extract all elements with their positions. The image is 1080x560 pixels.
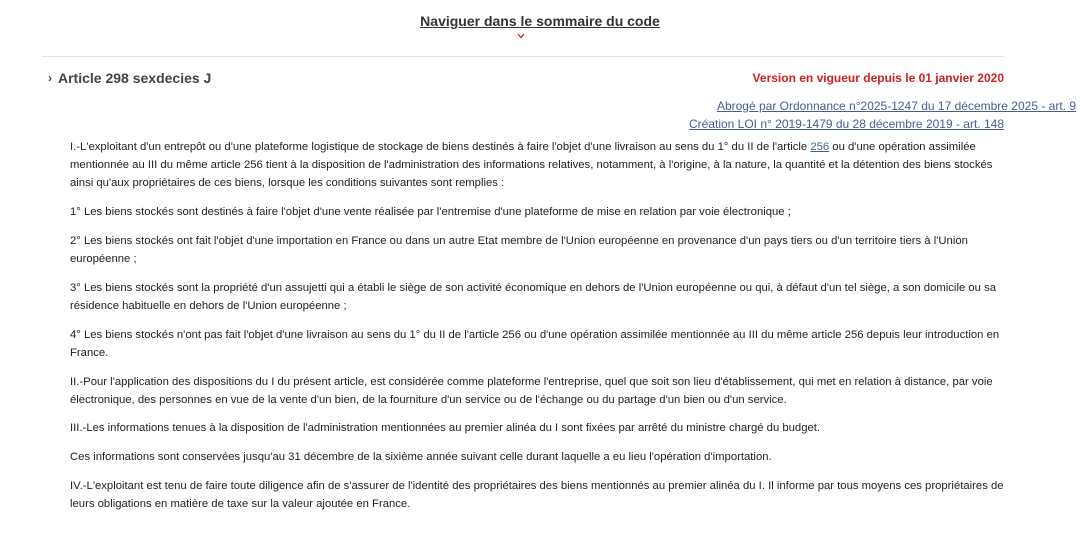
article-header xyxy=(48,70,1004,90)
chevron-right-icon: › xyxy=(48,71,52,85)
version-status: Version en vigueur depuis le 01 janvier 2020 xyxy=(752,71,1004,85)
article-title: Article 298 sexdecies J xyxy=(58,70,212,86)
paragraph: 2° Les biens stockés ont fait l'objet d'une importation en France ou dans un autre Etat membre de l'Union européenne en provenance d'un pays tiers ou d'un territoire tiers à l'Union européenne ; xyxy=(70,234,968,266)
paragraph: 3° Les biens stockés sont la propriété d'un assujetti qui a établi le siège de son activité économique en dehors de l'Union européenne ou qui, à défaut d'un tel siège, a son domicile ou sa résidence habituelle en dehors de l'Union européenne ; xyxy=(70,281,997,312)
paragraph: IV.-L'exploitant est tenu de faire toute diligence afin de s'assurer de l'identité des propriétaires des biens mentionnés au premier alinéa du I. Il informe par tous moyens ces propriétaires de leurs obligations en matière de taxe sur la valeur ajoutée en France. xyxy=(70,479,1004,511)
paragraph: III.-Les informations tenues à la disposition de l'administration mentionnées au premier alinéa du I sont fixées par arrêté du ministre chargé du budget. xyxy=(70,422,821,435)
paragraph: 1° Les biens stockés sont destinés à faire l'objet d'une vente réalisée par l'entremise d'une plateforme de mise en relation par voie électronique ; xyxy=(70,206,791,219)
article-references xyxy=(688,97,1076,133)
article-body xyxy=(70,138,1005,524)
paragraph: II.-Pour l'application des dispositions du I du présent article, est considérée comme plateforme l'entreprise, quel que soit son lieu d'établissement, qui met en relation à distance, par voie électronique, des personnes en vue de la vente d'un bien, de la fourniture d'un service ou de l'échange ou du partage d'un bien ou d'un service. xyxy=(70,375,993,406)
chevron-down-icon[interactable] xyxy=(517,33,525,41)
article-title-toggle[interactable] xyxy=(48,70,211,86)
article-256-link[interactable]: 256 xyxy=(810,141,830,153)
paragraph: I.-L'exploitant d'un entrepôt ou d'une plateforme logistique de stockage de biens destinés à faire l'objet d'une livraison au sens du 1° du II de l'article 256 ou d'une opération assimilée mentionnée au III du même article 256 tient à la disposition de l'administration des informations relatives, notamment, à l'origine, à la nature, la quantité et la détention des biens stockés ainsi qu'aux propriétaires de ces biens, lorsque les conditions suivantes sont remplies : xyxy=(70,141,993,190)
divider xyxy=(42,56,1004,57)
paragraph: Ces informations sont conservées jusqu'au 31 décembre de la sixième année suivant celle durant laquelle a eu lieu l'opération d'importation. xyxy=(70,451,772,464)
summary-nav-link[interactable]: Naviguer dans le sommaire du code xyxy=(420,13,660,29)
reference-link-abrogation[interactable]: Abrogé par Ordonnance n°2025-1247 du 17 décembre 2025 - art. 9 xyxy=(716,99,1076,113)
summary-nav xyxy=(0,0,1080,57)
reference-link-creation[interactable]: Création LOI n° 2019-1479 du 28 décembre 2019 - art. 148 xyxy=(688,117,1004,131)
paragraph: 4° Les biens stockés n'ont pas fait l'objet d'une livraison au sens du 1° du II de l'article 256 ou d'une opération assimilée mentionnée au III du même article 256 depuis leur introduction en France. xyxy=(70,328,1000,359)
